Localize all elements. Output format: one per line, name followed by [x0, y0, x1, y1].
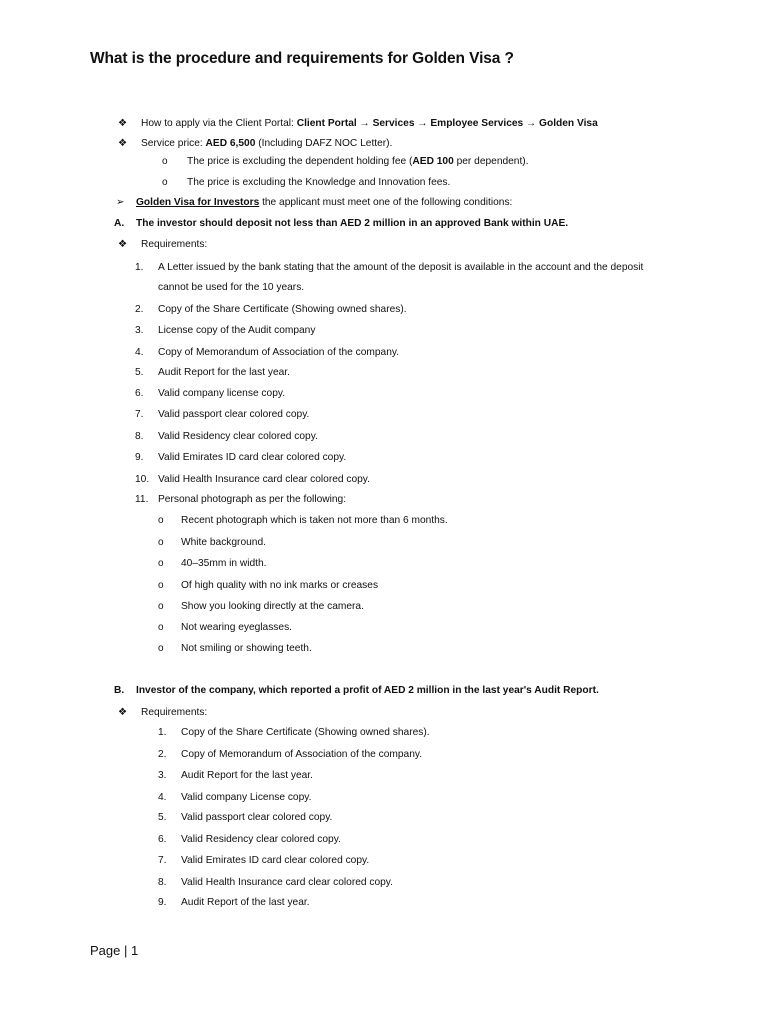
list-number: 5.	[135, 367, 144, 378]
section-b-letter: B.	[114, 685, 125, 696]
list-number: 8.	[158, 877, 167, 888]
portal-prefix: How to apply via the Client Portal:	[141, 118, 297, 129]
price-note: The price is excluding the dependent holding fee (AED 100 per dependent).	[187, 156, 529, 167]
list-number: 3.	[158, 770, 167, 781]
photo-rule: White background.	[181, 537, 266, 548]
list-number: 9.	[158, 897, 167, 908]
requirements-bullet: ❖	[118, 707, 128, 718]
price-amount: AED 6,500	[205, 138, 256, 149]
investors-heading: Golden Visa for Investors	[136, 197, 260, 208]
list-item: Audit Report for the last year.	[158, 367, 290, 378]
price-bullet: ❖	[118, 138, 128, 149]
page-number: Page | 1	[90, 943, 139, 958]
requirements-label: Requirements:	[141, 707, 208, 718]
list-item: Valid Residency clear colored copy.	[181, 834, 341, 845]
list-item: Valid Health Insurance card clear colored copy.	[181, 877, 393, 888]
investors-line	[136, 196, 512, 210]
arrow-bullet: ➢	[116, 197, 125, 208]
section-b-heading: Investor of the company, which reported a profit of AED 2 million in the last year's Audit Report.	[136, 685, 599, 696]
list-item: Valid Emirates ID card clear colored copy.	[181, 855, 370, 866]
list-number: 7.	[135, 409, 144, 420]
investors-rest: the applicant must meet one of the following conditions:	[259, 197, 513, 208]
circle-bullet: o	[158, 601, 164, 612]
list-item: Valid Health Insurance card clear colored copy.	[158, 474, 370, 485]
list-number: 6.	[158, 834, 167, 845]
list-item: Copy of the Share Certificate (Showing owned shares).	[158, 304, 407, 315]
section-a-heading: The investor should deposit not less than AED 2 million in an approved Bank within UAE.	[136, 218, 569, 229]
circle-bullet: o	[158, 558, 164, 569]
list-number: 9.	[135, 452, 144, 463]
circle-bullet: o	[158, 537, 164, 548]
list-item: Personal photograph as per the following:	[158, 494, 347, 505]
list-number: 8.	[135, 431, 144, 442]
photo-rule: Show you looking directly at the camera.	[181, 601, 364, 612]
circle-bullet: o	[162, 156, 168, 167]
list-number: 4.	[135, 347, 144, 358]
list-item: Valid company License copy.	[181, 792, 312, 803]
list-number: 11.	[135, 494, 149, 505]
page-title: What is the procedure and requirements for Golden Visa ?	[90, 50, 514, 67]
circle-bullet: o	[158, 515, 164, 526]
portal-bullet: ❖	[118, 118, 128, 129]
price-prefix: Service price:	[141, 138, 206, 149]
photo-rule: Of high quality with no ink marks or creases	[181, 580, 379, 591]
list-number: 2.	[158, 749, 167, 760]
photo-rule: Not wearing eyeglasses.	[181, 622, 292, 633]
list-item: Copy of Memorandum of Association of the company.	[158, 347, 400, 358]
circle-bullet: o	[162, 177, 168, 188]
requirements-label: Requirements:	[141, 239, 208, 250]
list-item-continuation: cannot be used for the 10 years.	[158, 282, 305, 293]
circle-bullet: o	[158, 580, 164, 591]
list-number: 5.	[158, 812, 167, 823]
list-number: 3.	[135, 325, 144, 336]
list-item: A Letter issued by the bank stating that the amount of the deposit is available in the account and the deposit	[158, 262, 644, 273]
price-line	[141, 137, 392, 151]
circle-bullet: o	[158, 622, 164, 633]
list-item: Valid passport clear colored copy.	[181, 812, 333, 823]
portal-path: Client Portal → Services → Employee Services → Golden Visa	[296, 118, 598, 129]
list-number: 1.	[158, 727, 167, 738]
section-a-letter: A.	[114, 218, 125, 229]
list-number: 6.	[135, 388, 144, 399]
list-item: Audit Report for the last year.	[181, 770, 313, 781]
list-item: Copy of the Share Certificate (Showing owned shares).	[181, 727, 430, 738]
photo-rule: Not smiling or showing teeth.	[181, 643, 312, 654]
list-number: 1.	[135, 262, 144, 273]
list-number: 7.	[158, 855, 167, 866]
list-item: Valid Emirates ID card clear colored copy.	[158, 452, 347, 463]
list-item: Copy of Memorandum of Association of the company.	[181, 749, 423, 760]
list-item: Valid passport clear colored copy.	[158, 409, 310, 420]
list-item: License copy of the Audit company	[158, 325, 316, 336]
price-note: The price is excluding the Knowledge and Innovation fees.	[187, 177, 451, 188]
price-suffix: (Including DAFZ NOC Letter).	[255, 138, 393, 149]
list-number: 4.	[158, 792, 167, 803]
list-number: 2.	[135, 304, 144, 315]
list-item: Valid Residency clear colored copy.	[158, 431, 318, 442]
photo-rule: 40–35mm in width.	[181, 558, 267, 569]
list-item: Valid company license copy.	[158, 388, 286, 399]
circle-bullet: o	[158, 643, 164, 654]
photo-rule: Recent photograph which is taken not more than 6 months.	[181, 515, 448, 526]
list-item: Audit Report of the last year.	[181, 897, 310, 908]
requirements-bullet: ❖	[118, 239, 128, 250]
portal-line	[141, 117, 598, 131]
list-number: 10.	[135, 474, 150, 485]
